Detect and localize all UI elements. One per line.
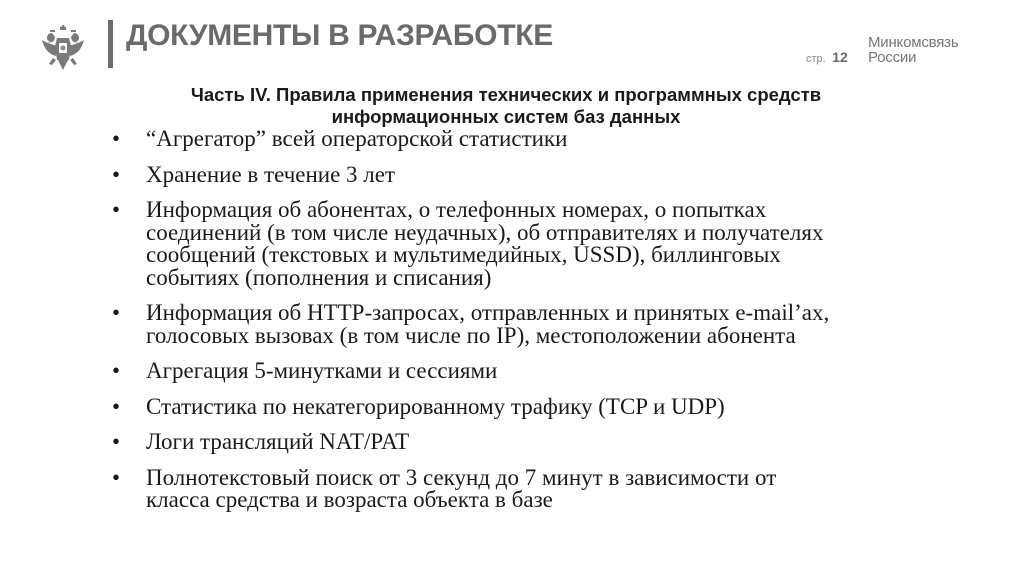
section-subtitle-line2: информационных систем баз данных xyxy=(331,106,681,127)
bullet-list xyxy=(112,128,992,525)
bullet-item: • Информация об абонентах, о телефонных номерах, о попытках соединений (в том числе неудачных), об отправителях и получателях сообщений (текстовых и мультимедийных, USSD), биллинговых событиях (пополнения и списания) xyxy=(112,199,992,289)
emblem-icon xyxy=(38,24,88,74)
bullet-item: • Полнотекстовый поиск от 3 секунд до 7 минут в зависимости от класса средства и возраста объекта в базе xyxy=(112,467,992,512)
header-accent-bar xyxy=(108,20,113,68)
page-number-label: стр. xyxy=(806,53,826,65)
ministry-logo-line2: России xyxy=(868,49,917,66)
ministry-logo xyxy=(868,35,958,65)
bullet-item: • Логи трансляций NAT/PAT xyxy=(112,431,992,454)
bullet-item: • “Агрегатор” всей операторской статистики xyxy=(112,128,992,151)
bullet-item: • Статистика по некатегорированному трафику (TCP и UDP) xyxy=(112,396,992,419)
section-subtitle-line1: Часть IV. Правила применения технических и программных средств xyxy=(190,84,822,105)
ministry-logo-line1: Минкомсвязь xyxy=(868,34,959,51)
page-number-value: 12 xyxy=(832,49,848,65)
page-number xyxy=(806,49,848,67)
bullet-item: • Информация об HTTP-запросах, отправленных и принятых e-mail’ах, голосовых вызовах (в том числе по IP), местоположении абонента xyxy=(112,302,992,347)
bullet-item: • Хранение в течение 3 лет xyxy=(112,164,992,187)
bullet-item: • Агрегация 5-минутками и сессиями xyxy=(112,360,992,383)
section-subtitle xyxy=(100,84,912,128)
page-title: ДОКУМЕНТЫ В РАЗРАБОТКЕ xyxy=(126,19,553,52)
